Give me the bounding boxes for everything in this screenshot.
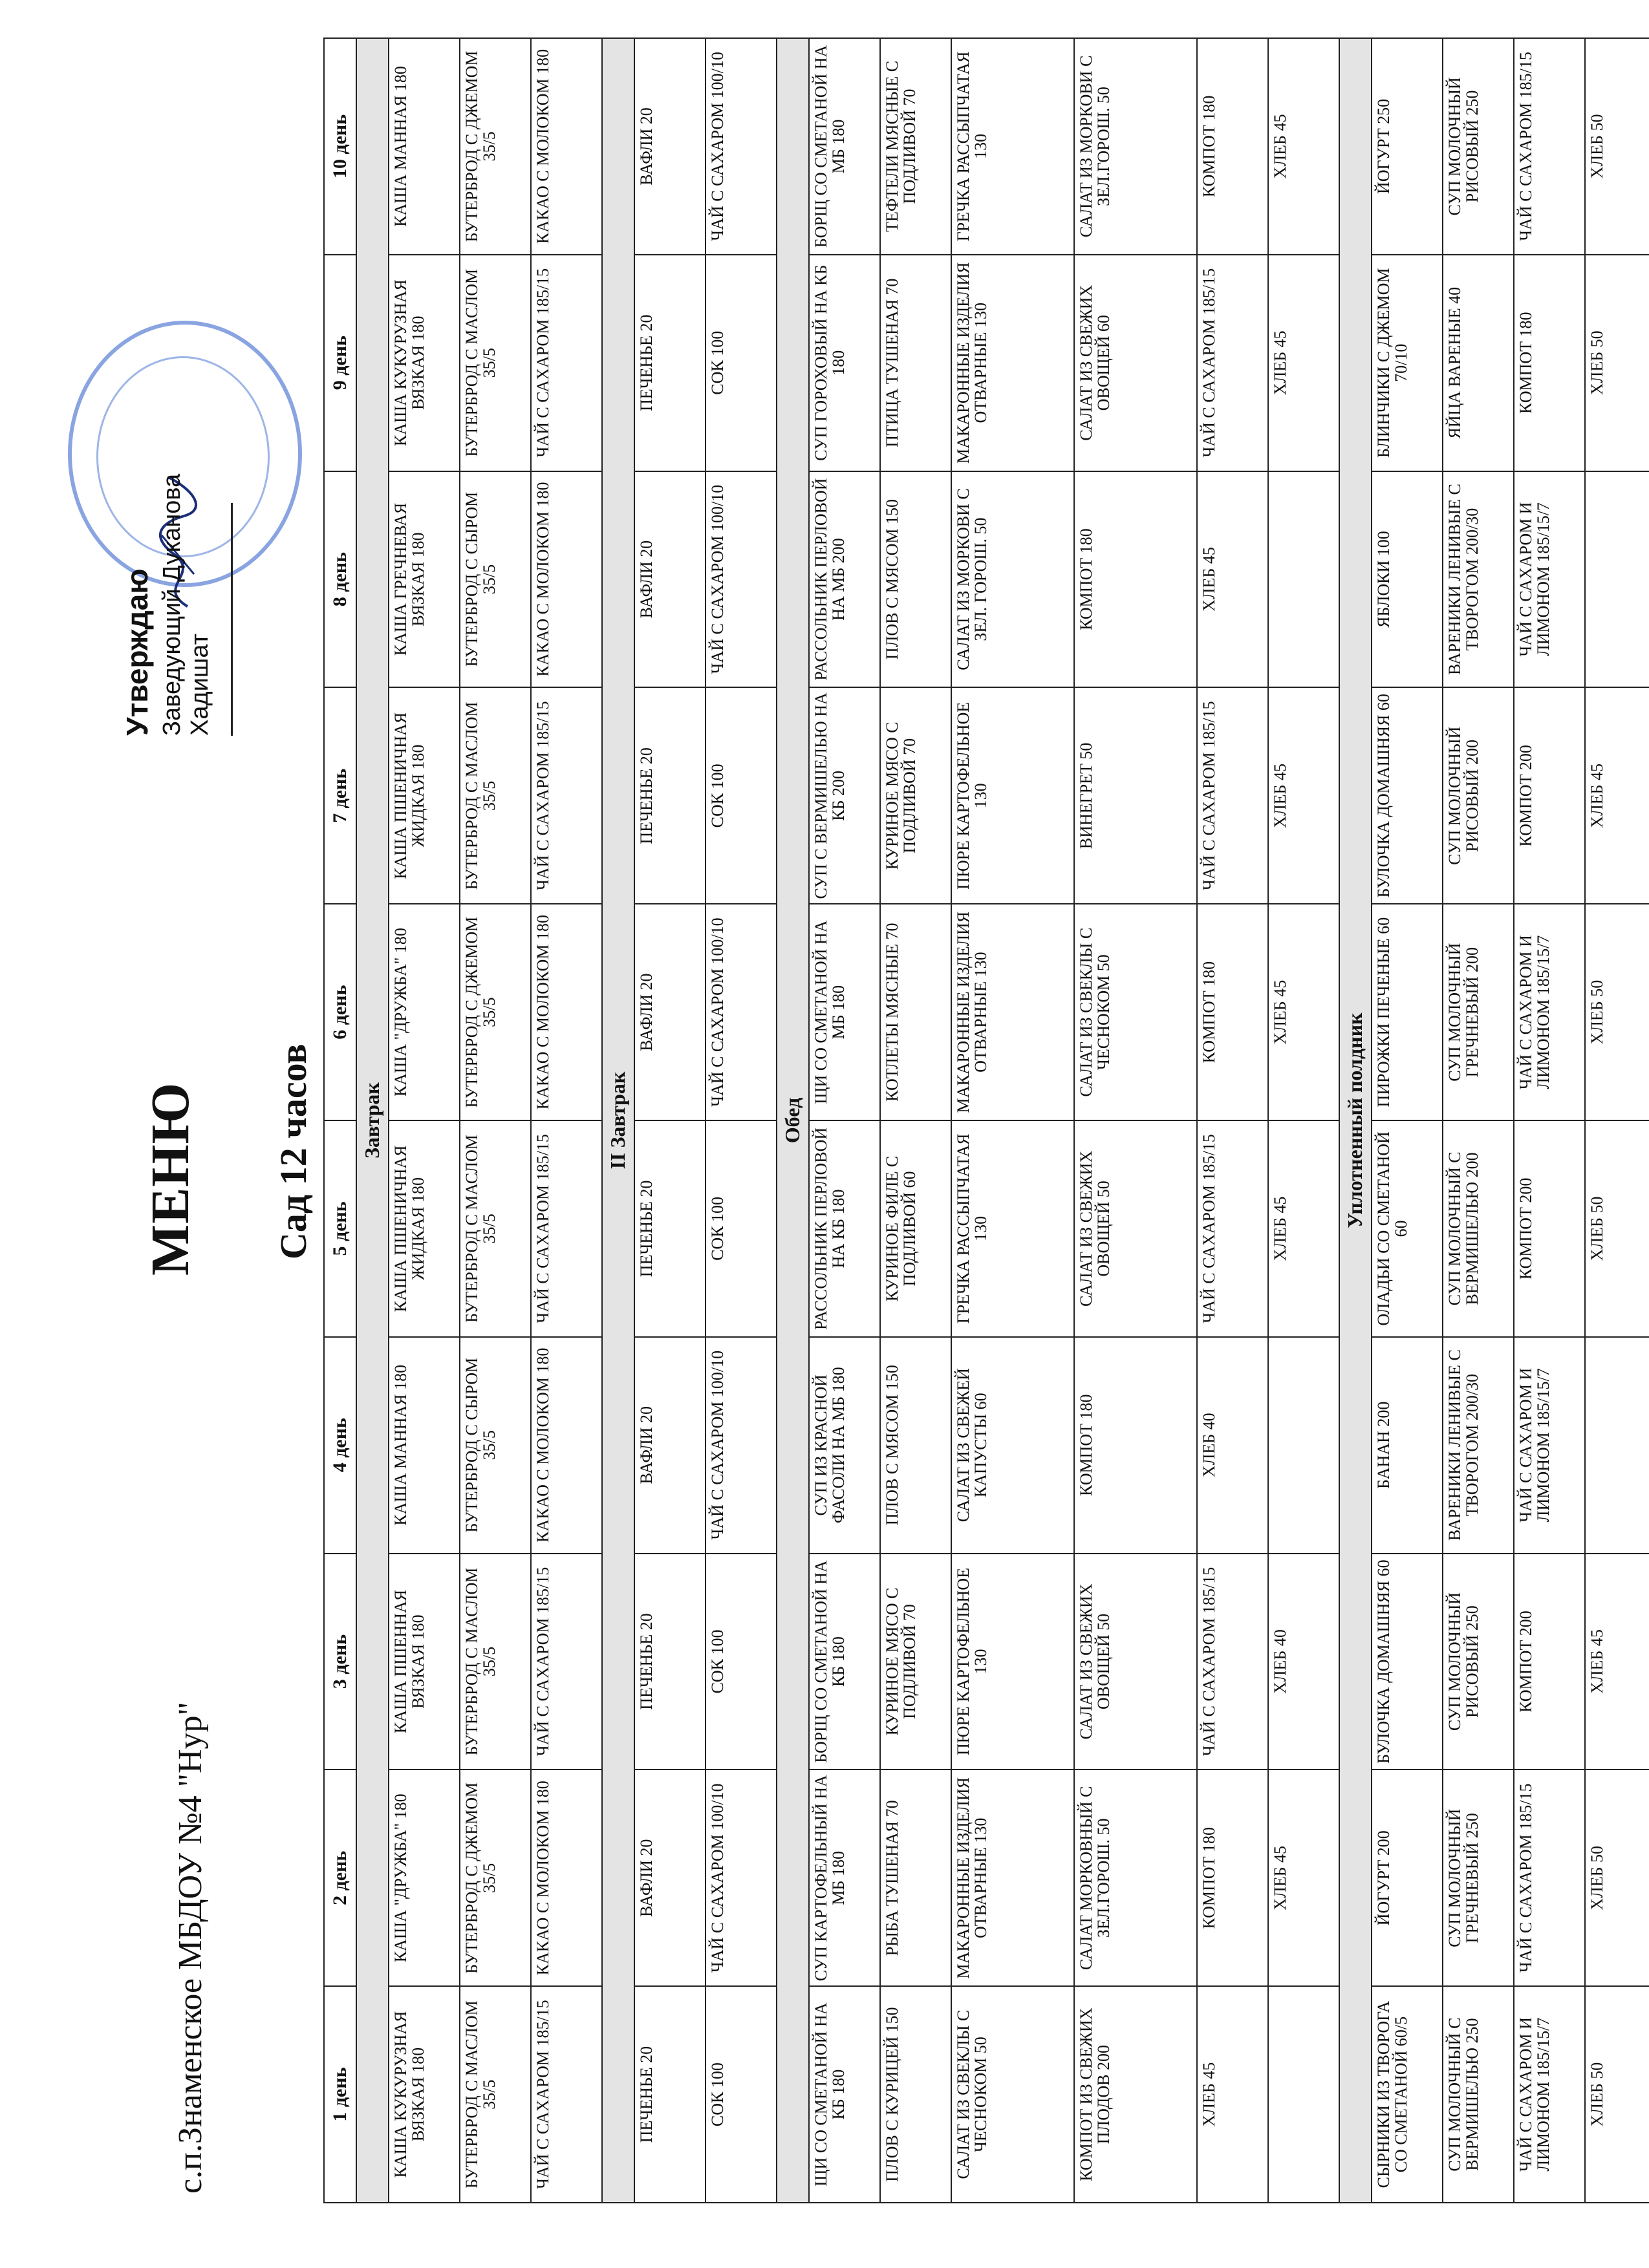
menu-row	[531, 38, 602, 2203]
menu-cell: СУП МОЛОЧНЫЙ ГРЕЧНЕВЫЙ 200	[1443, 904, 1514, 1120]
day-header: 5 день	[324, 1120, 356, 1337]
menu-cell: ЧАЙ С САХАРОМ 185/15	[531, 1986, 602, 2203]
menu-cell: МАКАРОННЫЕ ИЗДЕЛИЯ ОТВАРНЫЕ 130	[951, 255, 1074, 471]
menu-cell: ЧАЙ С САХАРОМ И ЛИМОНОМ 185/15/7	[1514, 904, 1585, 1120]
menu-cell	[1585, 471, 1649, 688]
menu-row	[1585, 38, 1649, 2203]
menu-cell: ВАРЕНИКИ ЛЕНИВЫЕ С ТВОРОГОМ 200/30	[1443, 1337, 1514, 1554]
menu-cell: ЙОГУРТ 250	[1372, 38, 1443, 255]
day-header: 7 день	[324, 687, 356, 904]
menu-cell: ЙОГУРТ 200	[1372, 1770, 1443, 1986]
menu-cell: СУП С ВЕРМИШЕЛЬЮ НА КБ 200	[809, 687, 880, 904]
menu-cell: ЧАЙ С САХАРОМ И ЛИМОНОМ 185/15/7	[1514, 1986, 1585, 2203]
day-header: 3 день	[324, 1554, 356, 1770]
menu-cell: СОК 100	[706, 1986, 777, 2203]
approval-signer: Заведующий Дуканова Хадишат	[158, 473, 213, 736]
menu-cell: МАКАРОННЫЕ ИЗДЕЛИЯ ОТВАРНЫЕ 130	[951, 904, 1074, 1120]
menu-row	[634, 38, 706, 2203]
menu-cell: РАССОЛЬНИК ПЕРЛОВОЙ НА КБ 180	[809, 1120, 880, 1337]
menu-cell: ХЛЕБ 50	[1585, 1986, 1649, 2203]
menu-cell: САЛАТ ИЗ СВЕКЛЫ С ЧЕСНОКОМ 50	[1074, 904, 1197, 1120]
meal-section-row	[356, 38, 389, 2203]
menu-cell: ХЛЕБ 45	[1268, 687, 1339, 904]
menu-cell: ЧАЙ С САХАРОМ 100/10	[706, 471, 777, 688]
menu-cell: КАША ПШЕНИЧНАЯ ЖИДКАЯ 180	[389, 1120, 460, 1337]
menu-cell: ЧАЙ С САХАРОМ 185/15	[531, 687, 602, 904]
menu-cell: САЛАТ МОРКОВНЫЙ С ЗЕЛ.ГОРОШ. 50	[1074, 1770, 1197, 1986]
menu-row	[809, 38, 880, 2203]
menu-cell: ПЕЧЕНЬЕ 20	[634, 1554, 706, 1770]
menu-body	[356, 38, 1649, 2203]
menu-cell: КОМПОТ 180	[1197, 1770, 1268, 1986]
approval-title: Утверждаю	[120, 568, 154, 736]
day-header: 2 день	[324, 1770, 356, 1986]
menu-cell: РАССОЛЬНИК ПЕРЛОВОЙ НА МБ 200	[809, 471, 880, 688]
menu-cell: ТЕФТЕЛИ МЯСНЫЕ С ПОДЛИВОЙ 70	[880, 38, 951, 255]
organization-name: с.п.Знаменское МБДОУ №4 "Нур"	[172, 1702, 209, 2194]
menu-cell: САЛАТ ИЗ СВЕЖИХ ОВОЩЕЙ 50	[1074, 1120, 1197, 1337]
menu-cell: КАША "ДРУЖБА" 180	[389, 1770, 460, 1986]
menu-cell: РЫБА ТУШЕНАЯ 70	[880, 1770, 951, 1986]
menu-cell: ЩИ СО СМЕТАНОЙ НА МБ 180	[809, 904, 880, 1120]
page-title: МЕНЮ	[140, 1082, 200, 1276]
menu-cell: ЧАЙ С САХАРОМ 100/10	[706, 1770, 777, 1986]
menu-cell: БОРЩ СО СМЕТАНОЙ НА МБ 180	[809, 38, 880, 255]
menu-cell: ЧАЙ С САХАРОМ 185/15	[1197, 687, 1268, 904]
days-header-row	[324, 38, 356, 2203]
menu-cell: КОМПОТ 180	[1074, 1337, 1197, 1554]
menu-cell: КАША КУКУРУЗНАЯ ВЯЗКАЯ 180	[389, 255, 460, 471]
menu-cell: САЛАТ ИЗ СВЕЖИХ ОВОЩЕЙ 50	[1074, 1554, 1197, 1770]
menu-cell: ХЛЕБ 45	[1268, 904, 1339, 1120]
menu-cell: ЩИ СО СМЕТАНОЙ НА КБ 180	[809, 1986, 880, 2203]
menu-cell: ВАФЛИ 20	[634, 904, 706, 1120]
menu-cell: БАНАН 200	[1372, 1337, 1443, 1554]
menu-cell: СОК 100	[706, 1120, 777, 1337]
menu-cell: СУП МОЛОЧНЫЙ С ВЕРМИШЕЛЬЮ 200	[1443, 1120, 1514, 1337]
menu-cell: ЧАЙ С САХАРОМ 185/15	[531, 1120, 602, 1337]
day-header: 1 день	[324, 1986, 356, 2203]
menu-cell: ХЛЕБ 50	[1585, 255, 1649, 471]
menu-cell: СУП МОЛОЧНЫЙ С ВЕРМИШЕЛЬЮ 250	[1443, 1986, 1514, 2203]
menu-cell: ЧАЙ С САХАРОМ 185/15	[1197, 1120, 1268, 1337]
menu-row	[1268, 38, 1339, 2203]
day-header: 9 день	[324, 255, 356, 471]
menu-cell: БУЛОЧКА ДОМАШНЯЯ 60	[1372, 1554, 1443, 1770]
menu-cell: ЯБЛОКИ 100	[1372, 471, 1443, 688]
menu-cell: САЛАТ ИЗ МОРКОВИ С ЗЕЛ.ГОРОШ. 50	[1074, 38, 1197, 255]
menu-cell: БЛИНЧИКИ С ДЖЕМОМ 70/10	[1372, 255, 1443, 471]
menu-cell: КУРИНОЕ МЯСО С ПОДЛИВОЙ 70	[880, 1554, 951, 1770]
menu-cell: КУРИНОЕ МЯСО С ПОДЛИВОЙ 70	[880, 687, 951, 904]
menu-cell: СУП КАРТОФЕЛЬНЫЙ НА МБ 180	[809, 1770, 880, 1986]
menu-cell: СОК 100	[706, 687, 777, 904]
menu-cell: КАКАО С МОЛОКОМ 180	[531, 471, 602, 688]
menu-cell: БУТЕРБРОД С МАСЛОМ 35/5	[460, 255, 531, 471]
menu-cell: КОТЛЕТЫ МЯСНЫЕ 70	[880, 904, 951, 1120]
menu-cell: КОМПОТ 180	[1074, 471, 1197, 688]
menu-cell: ПЕЧЕНЬЕ 20	[634, 1986, 706, 2203]
menu-cell: ГРЕЧКА РАССЫПЧАТАЯ 130	[951, 38, 1074, 255]
menu-cell: ХЛЕБ 45	[1268, 1770, 1339, 1986]
menu-cell: ХЛЕБ 45	[1585, 687, 1649, 904]
meal-section-title: Завтрак	[356, 38, 389, 2203]
menu-cell: ПЛОВ С МЯСОМ 150	[880, 1337, 951, 1554]
menu-cell: САЛАТ ИЗ СВЕЖЕЙ КАПУСТЫ 60	[951, 1337, 1074, 1554]
menu-cell: БУЛОЧКА ДОМАШНЯЯ 60	[1372, 687, 1443, 904]
menu-cell: ЧАЙ С САХАРОМ И ЛИМОНОМ 185/15/7	[1514, 1337, 1585, 1554]
menu-cell: ЧАЙ С САХАРОМ 185/15	[531, 1554, 602, 1770]
menu-cell: САЛАТ ИЗ МОРКОВИ С ЗЕЛ. ГОРОШ. 50	[951, 471, 1074, 688]
page-subtitle: Сад 12 часов	[272, 1043, 314, 1259]
menu-cell: БУТЕРБРОД С МАСЛОМ 35/5	[460, 1554, 531, 1770]
menu-cell: ЧАЙ С САХАРОМ 185/15	[531, 255, 602, 471]
meal-section-row	[777, 38, 809, 2203]
menu-cell: БУТЕРБРОД С ДЖЕМОМ 35/5	[460, 1770, 531, 1986]
menu-cell: ПЮРЕ КАРТОФЕЛЬНОЕ 130	[951, 687, 1074, 904]
menu-cell: ПЕЧЕНЬЕ 20	[634, 1120, 706, 1337]
menu-row	[1074, 38, 1197, 2203]
menu-cell: ХЛЕБ 50	[1585, 1770, 1649, 1986]
menu-cell: КАША ГРЕЧНЕВАЯ ВЯЗКАЯ 180	[389, 471, 460, 688]
menu-cell: ЯЙЦА ВАРЕНЫЕ 40	[1443, 255, 1514, 471]
menu-cell: ЧАЙ С САХАРОМ 185/15	[1514, 38, 1585, 255]
menu-cell: КАКАО С МОЛОКОМ 180	[531, 38, 602, 255]
menu-cell: СУП МОЛОЧНЫЙ ГРЕЧНЕВЫЙ 250	[1443, 1770, 1514, 1986]
menu-cell: ХЛЕБ 50	[1585, 38, 1649, 255]
menu-cell: БУТЕРБРОД С ДЖЕМОМ 35/5	[460, 38, 531, 255]
menu-cell: КУРИНОЕ ФИЛЕ С ПОДЛИВОЙ 60	[880, 1120, 951, 1337]
menu-cell	[1268, 471, 1339, 688]
menu-cell: СЫРНИКИ ИЗ ТВОРОГА СО СМЕТАНОЙ 60/5	[1372, 1986, 1443, 2203]
menu-cell: КОМПОТ ИЗ СВЕЖИХ ПЛОДОВ 200	[1074, 1986, 1197, 2203]
menu-row	[1197, 38, 1268, 2203]
meal-section-row	[1339, 38, 1372, 2203]
menu-cell: САЛАТ ИЗ СВЕЖИХ ОВОЩЕЙ 60	[1074, 255, 1197, 471]
menu-row	[951, 38, 1074, 2203]
menu-cell: БУТЕРБРОД С МАСЛОМ 35/5	[460, 1986, 531, 2203]
menu-row	[1443, 38, 1514, 2203]
menu-cell: КАША ПШЕННАЯ ВЯЗКАЯ 180	[389, 1554, 460, 1770]
menu-cell: ЧАЙ С САХАРОМ 185/15	[1197, 1554, 1268, 1770]
menu-cell: КОМПОТ 180	[1197, 904, 1268, 1120]
menu-cell: КАША "ДРУЖБА" 180	[389, 904, 460, 1120]
menu-cell: ЧАЙ С САХАРОМ 185/15	[1197, 255, 1268, 471]
menu-cell: ХЛЕБ 45	[1197, 1986, 1268, 2203]
menu-cell: ПТИЦА ТУШЕНАЯ 70	[880, 255, 951, 471]
day-header: 8 день	[324, 471, 356, 688]
menu-cell	[1268, 1337, 1339, 1554]
menu-cell: ЧАЙ С САХАРОМ 100/10	[706, 1337, 777, 1554]
menu-cell: КАША ПШЕНИЧНАЯ ЖИДКАЯ 180	[389, 687, 460, 904]
menu-cell: ХЛЕБ 45	[1197, 471, 1268, 688]
menu-cell: ХЛЕБ 50	[1585, 904, 1649, 1120]
menu-cell: КОМПОТ 180	[1514, 255, 1585, 471]
meal-section-title: Уплотненный полдник	[1339, 38, 1372, 2203]
menu-cell: КАКАО С МОЛОКОМ 180	[531, 1337, 602, 1554]
approval-block	[120, 412, 233, 736]
menu-cell	[1585, 1337, 1649, 1554]
menu-cell: ХЛЕБ 45	[1268, 38, 1339, 255]
menu-cell: ВАФЛИ 20	[634, 1337, 706, 1554]
menu-cell: КОМПОТ 180	[1197, 38, 1268, 255]
menu-cell: ЧАЙ С САХАРОМ 100/10	[706, 38, 777, 255]
menu-row	[1514, 38, 1585, 2203]
menu-cell: ПЕЧЕНЬЕ 20	[634, 255, 706, 471]
menu-cell: СУП МОЛОЧНЫЙ РИСОВЫЙ 250	[1443, 38, 1514, 255]
menu-cell: ЧАЙ С САХАРОМ И ЛИМОНОМ 185/15/7	[1514, 471, 1585, 688]
menu-cell: БУТЕРБРОД С МАСЛОМ 35/5	[460, 687, 531, 904]
day-header: 10 день	[324, 38, 356, 255]
meal-section-title: II Завтрак	[602, 38, 634, 2203]
menu-cell: ЧАЙ С САХАРОМ 100/10	[706, 904, 777, 1120]
menu-cell: КАША КУКУРУЗНАЯ ВЯЗКАЯ 180	[389, 1986, 460, 2203]
menu-cell: САЛАТ ИЗ СВЕКЛЫ С ЧЕСНОКОМ 50	[951, 1986, 1074, 2203]
menu-cell: БУТЕРБРОД С ДЖЕМОМ 35/5	[460, 904, 531, 1120]
menu-cell: БОРЩ СО СМЕТАНОЙ НА КБ 180	[809, 1554, 880, 1770]
menu-cell: МАКАРОННЫЕ ИЗДЕЛИЯ ОТВАРНЫЕ 130	[951, 1770, 1074, 1986]
menu-cell: ПЕЧЕНЬЕ 20	[634, 687, 706, 904]
menu-cell: СОК 100	[706, 255, 777, 471]
menu-cell: КОМПОТ 200	[1514, 1120, 1585, 1337]
menu-cell: ХЛЕБ 45	[1585, 1554, 1649, 1770]
menu-cell: ВАФЛИ 20	[634, 38, 706, 255]
meal-section-row	[602, 38, 634, 2203]
menu-cell: СУП МОЛОЧНЫЙ РИСОВЫЙ 250	[1443, 1554, 1514, 1770]
menu-cell: КАША МАННАЯ 180	[389, 1337, 460, 1554]
menu-row	[1372, 38, 1443, 2203]
menu-cell: КАША МАННАЯ 180	[389, 38, 460, 255]
menu-cell: ГРЕЧКА РАССЫПЧАТАЯ 130	[951, 1120, 1074, 1337]
menu-cell: БУТЕРБРОД С СЫРОМ 35/5	[460, 471, 531, 688]
menu-cell: ХЛЕБ 40	[1197, 1337, 1268, 1554]
menu-row	[460, 38, 531, 2203]
menu-table	[323, 37, 1649, 2203]
menu-cell: ВАФЛИ 20	[634, 1770, 706, 1986]
meal-section-title: Обед	[777, 38, 809, 2203]
menu-cell: БУТЕРБРОД С МАСЛОМ 35/5	[460, 1120, 531, 1337]
day-header: 6 день	[324, 904, 356, 1120]
menu-cell	[1268, 1986, 1339, 2203]
menu-cell: СУП ИЗ КРАСНОЙ ФАСОЛИ НА МБ 180	[809, 1337, 880, 1554]
menu-row	[880, 38, 951, 2203]
menu-cell: КОМПОТ 200	[1514, 687, 1585, 904]
menu-row	[706, 38, 777, 2203]
menu-cell: СУП ГОРОХОВЫЙ НА КБ 180	[809, 255, 880, 471]
menu-cell: ПЛОВ С МЯСОМ 150	[880, 471, 951, 688]
menu-row	[389, 38, 460, 2203]
menu-cell: ХЛЕБ 40	[1268, 1554, 1339, 1770]
menu-cell: ВАРЕНИКИ ЛЕНИВЫЕ С ТВОРОГОМ 200/30	[1443, 471, 1514, 688]
menu-cell: ОЛАДЬИ СО СМЕТАНОЙ 60	[1372, 1120, 1443, 1337]
menu-cell: ПЮРЕ КАРТОФЕЛЬНОЕ 130	[951, 1554, 1074, 1770]
menu-cell: ХЛЕБ 45	[1268, 1120, 1339, 1337]
menu-cell: ЧАЙ С САХАРОМ 185/15	[1514, 1770, 1585, 1986]
signature-line	[231, 503, 233, 736]
menu-cell: ХЛЕБ 50	[1585, 1120, 1649, 1337]
menu-cell: ВИНЕГРЕТ 50	[1074, 687, 1197, 904]
menu-cell: СОК 100	[706, 1554, 777, 1770]
menu-cell: ХЛЕБ 45	[1268, 255, 1339, 471]
menu-cell: ПЛОВ С КУРИЦЕЙ 150	[880, 1986, 951, 2203]
menu-cell: ВАФЛИ 20	[634, 471, 706, 688]
menu-cell: БУТЕРБРОД С СЫРОМ 35/5	[460, 1337, 531, 1554]
menu-cell: КАКАО С МОЛОКОМ 180	[531, 904, 602, 1120]
menu-cell: КАКАО С МОЛОКОМ 180	[531, 1770, 602, 1986]
menu-cell: КОМПОТ 200	[1514, 1554, 1585, 1770]
day-header: 4 день	[324, 1337, 356, 1554]
menu-cell: ПИРОЖКИ ПЕЧЕНЫЕ 60	[1372, 904, 1443, 1120]
menu-cell: СУП МОЛОЧНЫЙ РИСОВЫЙ 200	[1443, 687, 1514, 904]
